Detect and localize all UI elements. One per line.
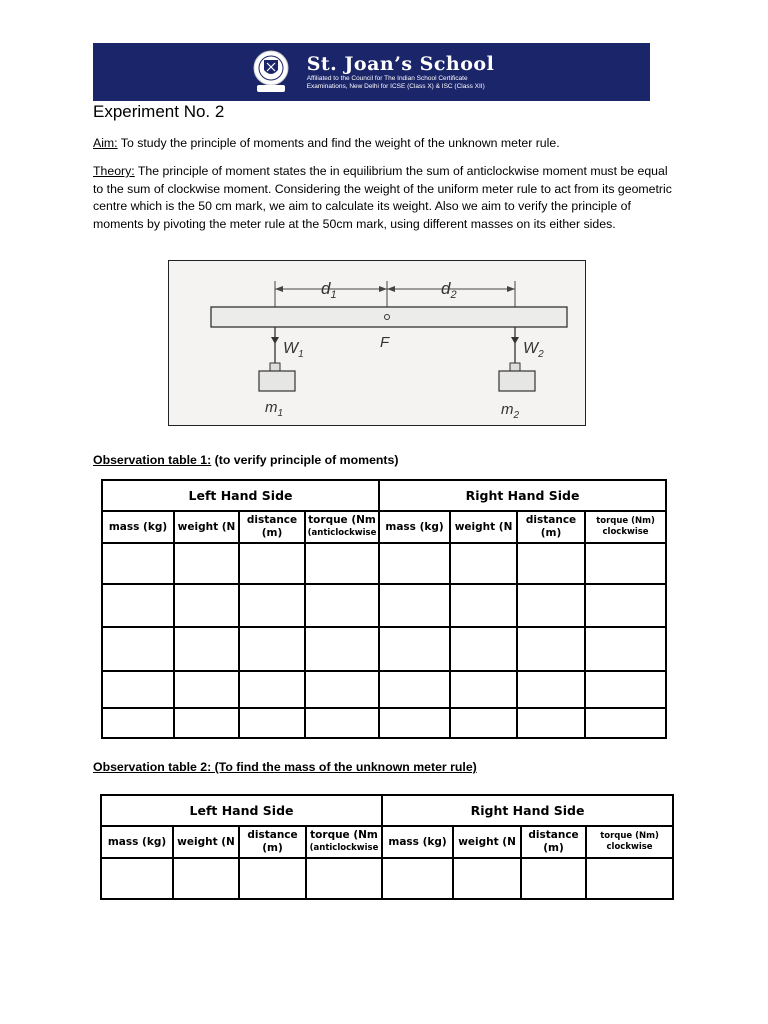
table-cell[interactable] bbox=[517, 627, 585, 671]
m2-label: $m_2$ bbox=[501, 401, 520, 421]
experiment-title: Experiment No. 2 bbox=[93, 102, 225, 121]
table-cell[interactable] bbox=[585, 627, 666, 671]
torque-clockwise-header bbox=[586, 826, 673, 858]
torque-right-line1: torque (Nm) bbox=[596, 516, 655, 526]
mass-header: mass (kg) bbox=[379, 511, 450, 543]
table-row bbox=[102, 708, 666, 738]
affiliation-line-2: Examinations, New Delhi for ICSE (Class X) & ISC (Class XII) bbox=[306, 83, 485, 90]
torque-anticlockwise-header bbox=[306, 826, 382, 858]
table-cell[interactable] bbox=[174, 627, 239, 671]
table1-caption-text: (to verify principle of moments) bbox=[211, 453, 399, 467]
torque-clockwise-header bbox=[585, 511, 666, 543]
school-header-banner bbox=[93, 43, 650, 101]
torque-right-line2: clockwise bbox=[602, 527, 649, 537]
w2-arrowhead bbox=[511, 337, 519, 344]
torque-left-line1: torque (Nm bbox=[310, 829, 378, 841]
aim-label: Aim: bbox=[93, 136, 118, 150]
table-cell[interactable] bbox=[239, 858, 306, 899]
table-cell[interactable] bbox=[517, 584, 585, 627]
torque-left-line1: torque (Nm bbox=[308, 514, 376, 526]
table-cell[interactable] bbox=[585, 543, 666, 584]
table-cell[interactable] bbox=[305, 708, 379, 738]
distance-header bbox=[517, 511, 585, 543]
table-cell[interactable] bbox=[305, 627, 379, 671]
lever-diagram-svg bbox=[169, 261, 585, 425]
table1-caption-label: Observation table 1: bbox=[93, 453, 212, 467]
table-cell[interactable] bbox=[379, 708, 450, 738]
table-row bbox=[102, 671, 666, 708]
distance-header-line2: (m) bbox=[262, 842, 283, 854]
table-cell[interactable] bbox=[382, 858, 453, 899]
table-cell[interactable] bbox=[174, 584, 239, 627]
fulcrum-label: F bbox=[380, 334, 390, 351]
distance-header bbox=[239, 511, 305, 543]
d2-left-arrowhead bbox=[387, 286, 395, 292]
table-cell[interactable] bbox=[517, 543, 585, 584]
mass-header: mass (kg) bbox=[382, 826, 453, 858]
left-hook bbox=[270, 363, 280, 371]
table-cell[interactable] bbox=[450, 584, 517, 627]
table-cell[interactable] bbox=[239, 708, 305, 738]
table-cell[interactable] bbox=[585, 671, 666, 708]
left-mass bbox=[259, 371, 295, 391]
table-row bbox=[102, 627, 666, 671]
table-cell[interactable] bbox=[379, 543, 450, 584]
table-cell[interactable] bbox=[521, 858, 586, 899]
weight-header: weight (N bbox=[453, 826, 521, 858]
w2-label: $W_2$ bbox=[523, 340, 544, 360]
table-cell[interactable] bbox=[102, 708, 174, 738]
school-crest-logo bbox=[249, 48, 293, 96]
school-text-block bbox=[307, 53, 495, 91]
table-cell[interactable] bbox=[306, 858, 382, 899]
table-cell[interactable] bbox=[585, 708, 666, 738]
table-row bbox=[101, 858, 673, 899]
distance-header-line1: distance bbox=[525, 514, 577, 526]
affiliation-line-1: Affiliated to the Council for The Indian School Certificate bbox=[306, 75, 468, 82]
table-row bbox=[102, 543, 666, 584]
table-cell[interactable] bbox=[379, 627, 450, 671]
table-cell[interactable] bbox=[102, 543, 174, 584]
distance-header-line1: distance bbox=[528, 829, 579, 841]
mass-header: mass (kg) bbox=[101, 826, 173, 858]
torque-right-line1: torque (Nm) bbox=[600, 831, 659, 841]
lever-diagram bbox=[168, 260, 586, 426]
observation-table-1 bbox=[101, 479, 667, 739]
weight-header: weight (N bbox=[173, 826, 239, 858]
distance-header bbox=[239, 826, 306, 858]
table-cell[interactable] bbox=[174, 708, 239, 738]
table-cell[interactable] bbox=[379, 584, 450, 627]
table-row bbox=[102, 584, 666, 627]
table-cell[interactable] bbox=[450, 671, 517, 708]
observation-table-2-caption bbox=[93, 760, 477, 774]
observation-table-1-caption bbox=[93, 453, 398, 467]
mass-header: mass (kg) bbox=[102, 511, 174, 543]
left-hand-side-header: Left Hand Side bbox=[102, 480, 379, 511]
table-cell[interactable] bbox=[173, 858, 239, 899]
w1-arrowhead bbox=[271, 337, 279, 344]
table-cell[interactable] bbox=[585, 584, 666, 627]
table-cell[interactable] bbox=[305, 584, 379, 627]
table-cell[interactable] bbox=[379, 671, 450, 708]
weight-header: weight (N bbox=[174, 511, 239, 543]
observation-table-2 bbox=[100, 794, 674, 900]
w1-label: $W_1$ bbox=[283, 340, 304, 360]
right-hand-side-header: Right Hand Side bbox=[379, 480, 666, 511]
table2-caption-text: Observation table 2: (To find the mass of the unknown meter rule) bbox=[93, 760, 477, 774]
distance-header-line1: distance bbox=[247, 829, 298, 841]
table-cell[interactable] bbox=[450, 627, 517, 671]
right-hook bbox=[510, 363, 520, 371]
table-cell[interactable] bbox=[305, 543, 379, 584]
table-cell[interactable] bbox=[239, 627, 305, 671]
d1-label: $d_1$ bbox=[321, 279, 337, 301]
school-name: St. Joan’s School bbox=[306, 53, 495, 75]
distance-header-line2: (m) bbox=[543, 842, 564, 854]
table-cell[interactable] bbox=[174, 543, 239, 584]
table-cell[interactable] bbox=[102, 671, 174, 708]
table-cell[interactable] bbox=[102, 584, 174, 627]
table-cell[interactable] bbox=[101, 858, 173, 899]
table-cell[interactable] bbox=[102, 627, 174, 671]
table-cell[interactable] bbox=[517, 671, 585, 708]
table-cell[interactable] bbox=[239, 671, 305, 708]
d1-left-arrowhead bbox=[275, 286, 283, 292]
theory-paragraph bbox=[93, 163, 678, 233]
table-cell[interactable] bbox=[239, 543, 305, 584]
distance-header-line1: distance bbox=[246, 514, 298, 526]
table-cell[interactable] bbox=[450, 543, 517, 584]
torque-anticlockwise-header bbox=[305, 511, 379, 543]
table-cell[interactable] bbox=[586, 858, 673, 899]
distance-header-line2: (m) bbox=[540, 527, 562, 539]
table-cell[interactable] bbox=[174, 671, 239, 708]
right-hand-side-header: Right Hand Side bbox=[382, 795, 673, 826]
left-hand-side-header: Left Hand Side bbox=[101, 795, 382, 826]
aim-text: To study the principle of moments and find the weight of the unknown meter rule. bbox=[117, 136, 560, 150]
table-cell[interactable] bbox=[453, 858, 521, 899]
distance-header bbox=[521, 826, 586, 858]
torque-right-line2: clockwise bbox=[606, 842, 653, 852]
right-mass bbox=[499, 371, 535, 391]
table-cell[interactable] bbox=[305, 671, 379, 708]
m1-label: $m_1$ bbox=[265, 399, 284, 419]
table-cell[interactable] bbox=[517, 708, 585, 738]
torque-left-line2: (anticlockwise bbox=[307, 528, 377, 538]
theory-text: The principle of moment states the in equilibrium the sum of anticlockwise moment must be equal to the sum of clockwise moment. Considering the weight of the uniform meter rule to act from its geometric centre which is the 50 cm mark, we aim to calculate its weight. Also we aim to verify the principle of moments by pivoting the meter rule at the 50cm mark, using different masses on its either sides. bbox=[93, 164, 672, 231]
d2-label: $d_2$ bbox=[441, 279, 457, 301]
table-cell[interactable] bbox=[239, 584, 305, 627]
distance-header-line2: (m) bbox=[261, 527, 283, 539]
table-cell[interactable] bbox=[450, 708, 517, 738]
torque-left-line2: (anticlockwise bbox=[309, 843, 379, 853]
theory-label: Theory: bbox=[93, 164, 135, 178]
aim-paragraph bbox=[93, 135, 678, 153]
d2-right-arrowhead bbox=[507, 286, 515, 292]
weight-header: weight (N bbox=[450, 511, 517, 543]
d1-right-arrowhead bbox=[379, 286, 387, 292]
